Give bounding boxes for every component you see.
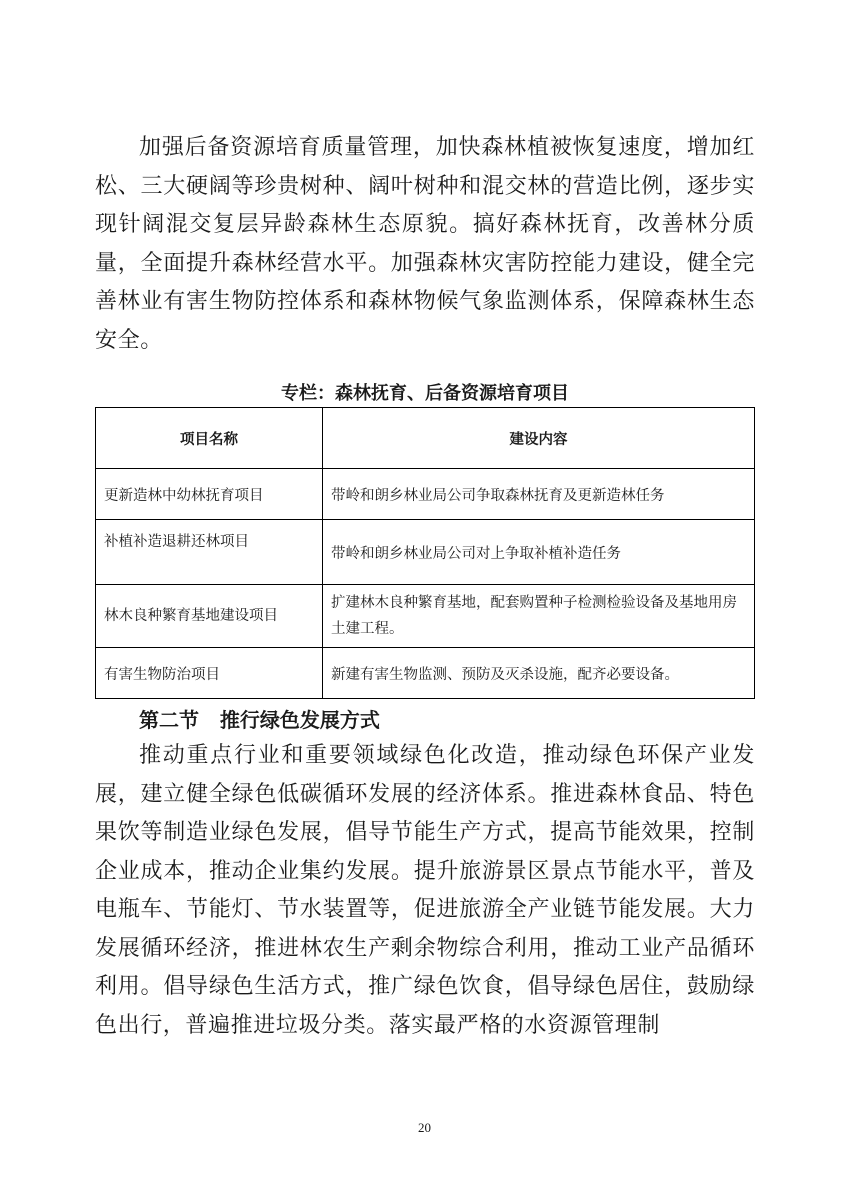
header-project-name: 项目名称 — [96, 408, 323, 469]
page-number: 20 — [418, 1120, 431, 1135]
body-paragraph-forest-management: 加强后备资源培育质量管理，加快森林植被恢复速度，增加红松、三大硬阔等珍贵树种、阔叶树种和混交林的营造比例，逐步实现针阔混交复层异龄森林生态原貌。搞好森林抚育，改善林分质量，全面提升森林经营水平。加强森林灾害防控能力建设，健全完善林业有害生物防控体系和森林物候气象监测体系，保障森林生态安全。 — [95, 135, 755, 353]
project-content-cell: 带岭和朗乡林业局公司对上争取补植补造任务 — [323, 520, 755, 585]
section-heading: 第二节 推行绿色发展方式 — [139, 708, 380, 732]
project-name-cell: 补植补造退耕还林项目 — [96, 520, 323, 585]
table-row — [96, 648, 755, 699]
project-content-cell: 新建有害生物监测、预防及灭杀设施，配齐必要设备。 — [323, 648, 755, 699]
header-construction-content: 建设内容 — [323, 408, 755, 469]
project-name-cell: 林木良种繁育基地建设项目 — [96, 585, 323, 648]
body-paragraph-green-development: 推动重点行业和重要领域绿色化改造，推动绿色环保产业发展，建立健全绿色低碳循环发展的经济体系。推进森林食品、特色果饮等制造业绿色发展，倡导节能生产方式，提高节能效果，控制企业成本，推动企业集约发展。提升旅游景区景点节能水平，普及电瓶车、节能灯、节水装置等，促进旅游全产业链节能发展。大力发展循环经济，推进林农生产剩余物综合利用，推动工业产品循环利用。倡导绿色生活方式，推广绿色饮食，倡导绿色居住，鼓励绿色出行，普遍推进垃圾分类。落实最严格的水资源管理制 — [95, 743, 755, 1038]
table-row — [96, 585, 755, 648]
table-row — [96, 520, 755, 585]
project-content-cell: 带岭和朗乡林业局公司争取森林抚育及更新造林任务 — [323, 469, 755, 520]
project-content-cell: 扩建林木良种繁育基地，配套购置种子检测检验设备及基地用房土建工程。 — [323, 585, 755, 648]
project-table — [95, 407, 755, 699]
project-name-cell: 有害生物防治项目 — [96, 648, 323, 699]
table-row — [96, 469, 755, 520]
project-name-cell: 更新造林中幼林抚育项目 — [96, 469, 323, 520]
table-caption: 专栏：森林抚育、后备资源培育项目 — [281, 383, 569, 404]
table-header-row — [96, 408, 755, 469]
